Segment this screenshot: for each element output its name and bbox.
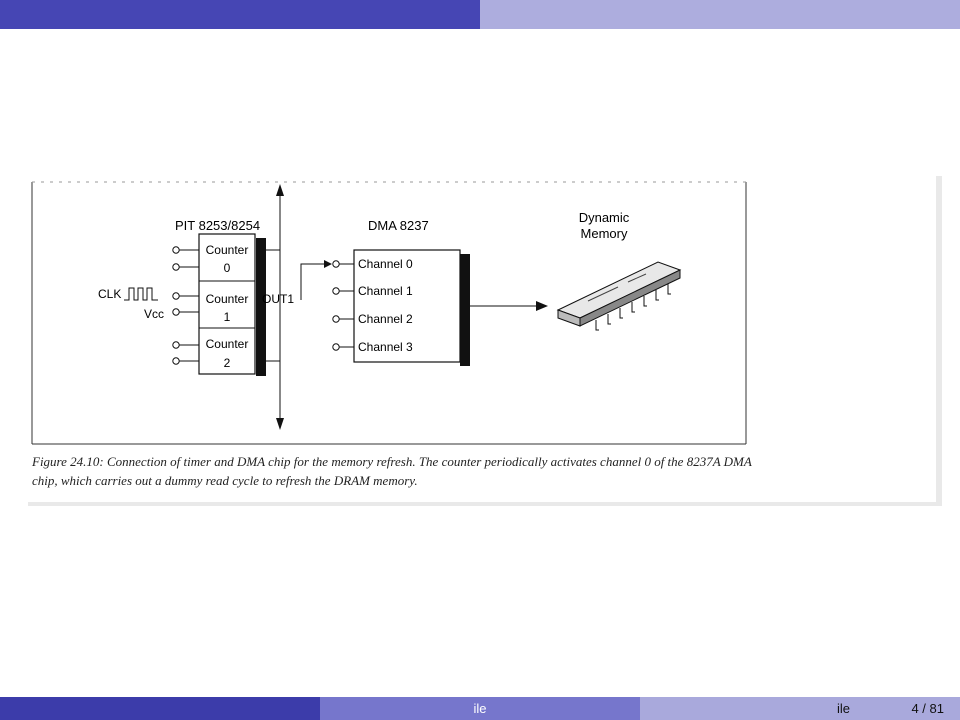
clk-label: CLK: [98, 287, 122, 301]
dma-label: DMA 8237: [368, 218, 429, 233]
footer-bar: [0, 697, 960, 720]
counter-0-label: Counter: [205, 243, 249, 257]
channel-2-label: Channel 2: [358, 312, 413, 326]
out1-label: OUT1: [262, 292, 295, 306]
counter-2-label: Counter: [205, 337, 249, 351]
channel-1-label: Channel 1: [358, 284, 413, 298]
memory-label-line2: Memory: [580, 226, 628, 241]
counter-0-number: 0: [223, 261, 231, 275]
counter-2-number: 2: [223, 356, 231, 370]
figure-caption: Figure 24.10: Connection of timer and DMA chip for the memory refresh. The counter periodically activates channel 0 of the 8237A DMA chip, which carries out a dummy read cycle to refresh the DRAM memory.: [32, 454, 752, 488]
header-bar-left: [0, 0, 480, 29]
pit-label: PIT 8253/8254: [175, 218, 261, 233]
channel-0-label: Channel 0: [358, 257, 413, 271]
footer-center-label: ile: [320, 697, 640, 720]
footer-right-label: ile: [837, 701, 851, 716]
header-bar-right: [480, 0, 960, 29]
footer-right-segment: [640, 697, 960, 720]
memory-label-line1: Dynamic: [578, 210, 630, 225]
vcc-label: Vcc: [144, 307, 165, 321]
channel-3-label: Channel 3: [358, 340, 413, 354]
counter-1-number: 1: [223, 310, 231, 324]
counter-1-label: Counter: [205, 292, 249, 306]
page-number: 4 / 81: [911, 701, 944, 716]
footer-left-segment: [0, 697, 320, 720]
